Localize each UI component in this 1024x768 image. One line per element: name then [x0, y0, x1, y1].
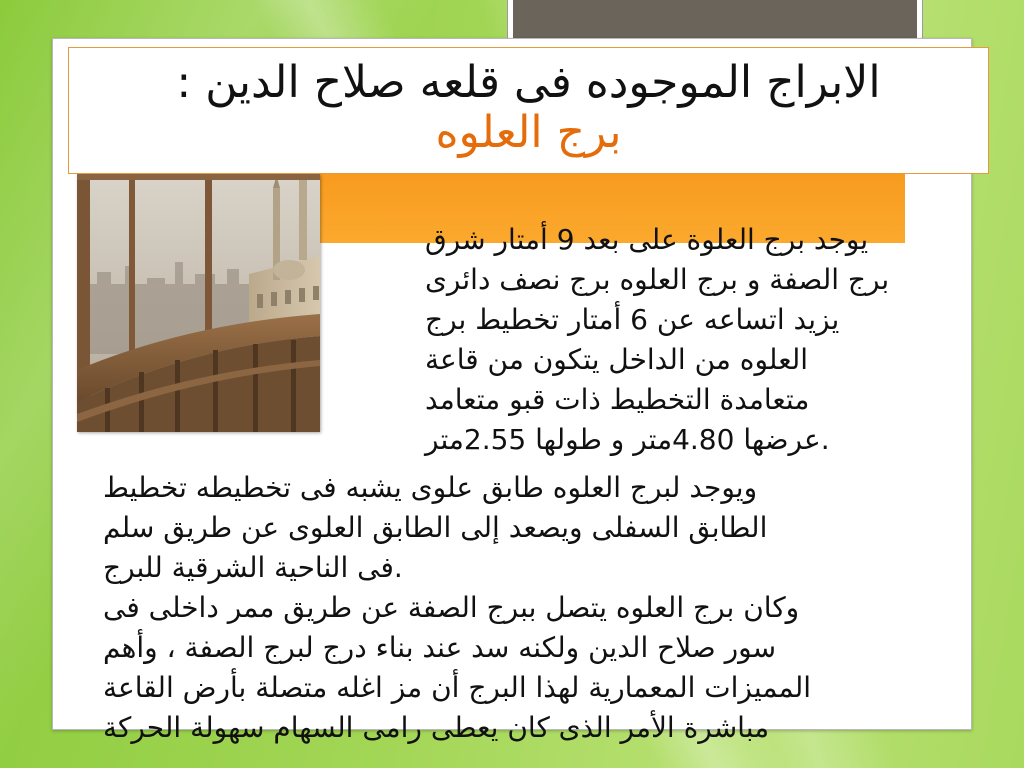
photo-illustration: [77, 174, 320, 432]
slide-subtitle: برج العلوه: [435, 107, 622, 158]
paragraph-line: المميزات المعمارية لهذا البرج أن مز اغله متصلة بأرض القاعة: [103, 671, 811, 704]
paragraph-line: سور صلاح الدين ولكنه سد عند بناء درج لبرج الصفة ، وأهم: [103, 631, 777, 664]
paragraph-line: العلوه من الداخل يتكون من قاعة: [425, 343, 809, 376]
paragraph-line: يزيد اتساعه عن 6 أمتار تخطيط برج: [425, 303, 840, 336]
citadel-tower-photo: [77, 174, 320, 432]
top-paragraph: [425, 220, 889, 460]
paragraph-line: ويوجد لبرج العلوه طابق علوى يشبه فى تخطيطه تخطيط: [103, 471, 758, 504]
paragraph-line: فى الناحية الشرقية للبرج.: [103, 551, 403, 584]
paragraph-line: مباشرة الأمر الذى كان يعطى رامى السهام سهولة الحركة: [103, 711, 770, 744]
bottom-paragraph: [103, 468, 811, 748]
paragraph-line: عرضها 4.80متر و طولها 2.55متر.: [425, 423, 830, 456]
paragraph-line: الطابق السفلى ويصعد إلى الطابق العلوى عن طريق سلم: [103, 511, 768, 544]
slide-title: الابراج الموجوده فى قلعه صلاح الدين :: [176, 57, 881, 108]
paragraph-line: متعامدة التخطيط ذات قبو متعامد: [425, 383, 810, 416]
paragraph-line: برج الصفة و برج العلوه برج نصف دائرى: [425, 263, 890, 296]
paragraph-line: وكان برج العلوه يتصل ببرج الصفة عن طريق ممر داخلى فى: [103, 591, 800, 624]
paragraph-line: يوجد برج العلوة على بعد 9 أمتار شرق: [425, 223, 869, 256]
slide-title-box: [68, 47, 989, 174]
